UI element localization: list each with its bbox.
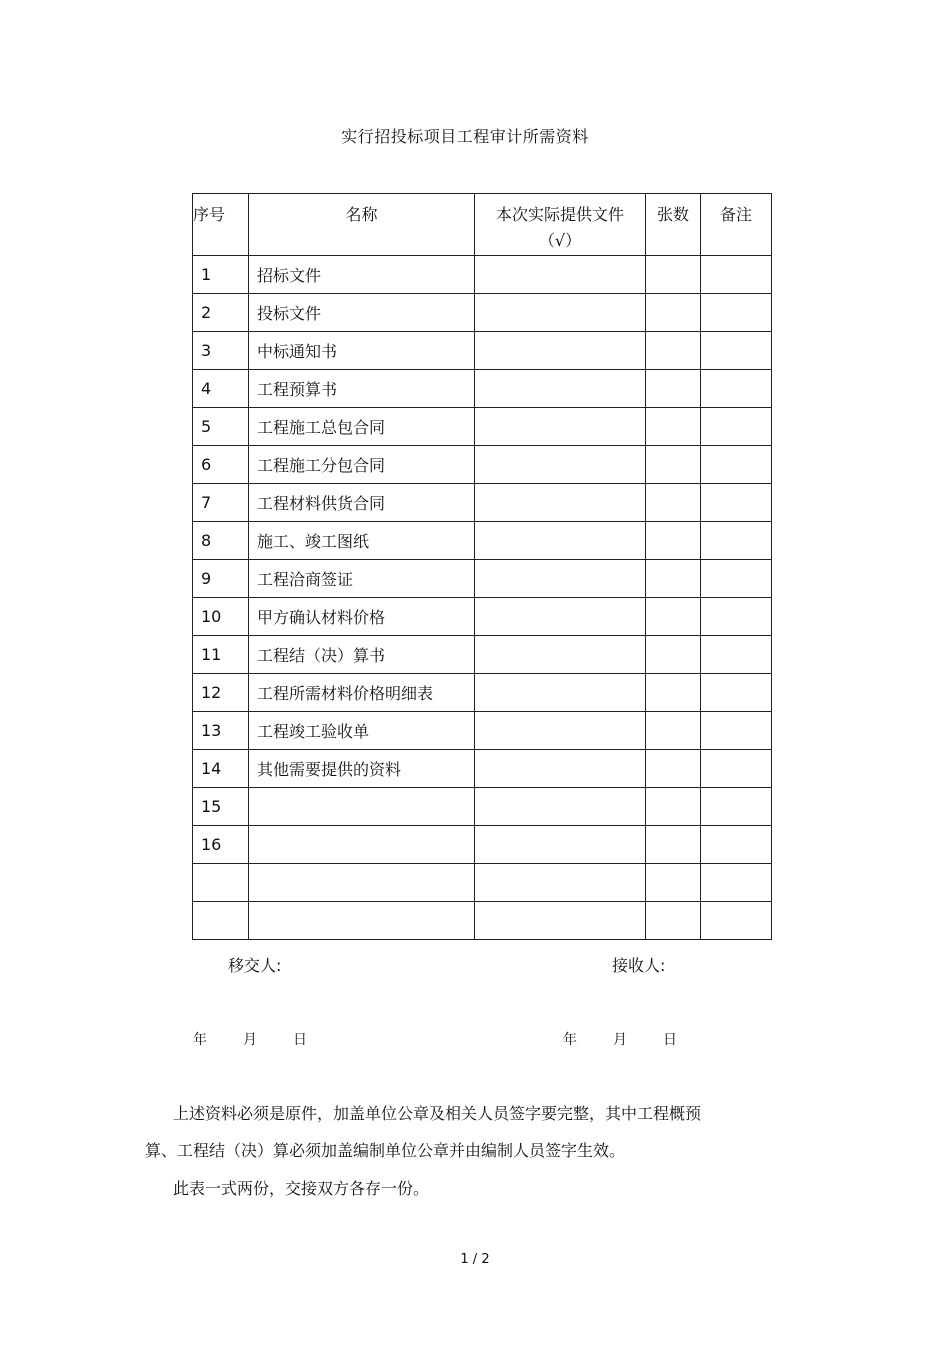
row-provided-cell xyxy=(475,598,646,636)
row-name xyxy=(249,864,475,902)
note-paragraph-2 xyxy=(145,1170,775,1207)
row-name: 工程结（决）算书 xyxy=(249,636,475,674)
row-note-cell xyxy=(701,864,772,902)
row-provided-cell xyxy=(475,332,646,370)
row-count-cell xyxy=(646,712,701,750)
header-seq: 序号 xyxy=(193,194,249,256)
row-note-cell xyxy=(701,332,772,370)
header-note: 备注 xyxy=(701,194,772,256)
row-seq: 13 xyxy=(193,712,249,750)
row-seq: 12 xyxy=(193,674,249,712)
row-seq: 3 xyxy=(193,332,249,370)
row-note-cell xyxy=(701,750,772,788)
row-name: 工程预算书 xyxy=(249,370,475,408)
row-seq: 10 xyxy=(193,598,249,636)
row-note-cell xyxy=(701,370,772,408)
row-seq: 6 xyxy=(193,446,249,484)
row-name: 中标通知书 xyxy=(249,332,475,370)
row-name: 工程施工分包合同 xyxy=(249,446,475,484)
header-name: 名称 xyxy=(249,194,475,256)
row-note-cell xyxy=(701,560,772,598)
row-name xyxy=(249,826,475,864)
table-row xyxy=(193,902,772,940)
table-row xyxy=(193,636,772,674)
row-name: 招标文件 xyxy=(249,256,475,294)
row-count-cell xyxy=(646,674,701,712)
row-name: 甲方确认材料价格 xyxy=(249,598,475,636)
date-year-label: 年 xyxy=(563,1032,577,1048)
row-seq: 15 xyxy=(193,788,249,826)
row-provided-cell xyxy=(475,370,646,408)
row-provided-cell xyxy=(475,294,646,332)
row-name: 工程所需材料价格明细表 xyxy=(249,674,475,712)
row-count-cell xyxy=(646,902,701,940)
document-title: 实行招投标项目工程审计所需资料 xyxy=(341,127,589,146)
table-row xyxy=(193,408,772,446)
table-row xyxy=(193,674,772,712)
row-note-cell xyxy=(701,446,772,484)
note-paragraph-2-line: 此表一式两份，交接双方各存一份。 xyxy=(173,1179,430,1198)
table-row xyxy=(193,294,772,332)
row-count-cell xyxy=(646,446,701,484)
row-provided-cell xyxy=(475,560,646,598)
row-count-cell xyxy=(646,294,701,332)
table-header-row xyxy=(193,194,772,256)
row-seq: 8 xyxy=(193,522,249,560)
table-row xyxy=(193,484,772,522)
row-count-cell xyxy=(646,826,701,864)
row-note-cell xyxy=(701,598,772,636)
row-name: 工程材料供货合同 xyxy=(249,484,475,522)
row-provided-cell xyxy=(475,446,646,484)
table-row xyxy=(193,446,772,484)
note-paragraph-1-line2: 算、工程结（决）算必须加盖编制单位公章并由编制人员签字生效。 xyxy=(145,1141,626,1160)
row-provided-cell xyxy=(475,408,646,446)
row-count-cell xyxy=(646,256,701,294)
row-note-cell xyxy=(701,674,772,712)
row-provided-cell xyxy=(475,674,646,712)
receiver-date xyxy=(563,1029,677,1049)
row-provided-cell xyxy=(475,484,646,522)
row-note-cell xyxy=(701,826,772,864)
row-count-cell xyxy=(646,522,701,560)
row-name: 投标文件 xyxy=(249,294,475,332)
materials-table xyxy=(192,193,772,940)
row-note-cell xyxy=(701,636,772,674)
row-seq xyxy=(193,864,249,902)
row-seq: 16 xyxy=(193,826,249,864)
row-count-cell xyxy=(646,370,701,408)
note-paragraph-1 xyxy=(145,1095,775,1169)
row-name: 其他需要提供的资料 xyxy=(249,750,475,788)
date-month-label: 月 xyxy=(243,1032,257,1048)
row-provided-cell xyxy=(475,788,646,826)
row-name: 工程施工总包合同 xyxy=(249,408,475,446)
table-row xyxy=(193,750,772,788)
table-row xyxy=(193,370,772,408)
header-count: 张数 xyxy=(646,194,701,256)
table-row xyxy=(193,560,772,598)
receiver-label: 接收人: xyxy=(612,956,666,975)
header-provided-files-line1: 本次实际提供文件 xyxy=(495,205,624,224)
row-count-cell xyxy=(646,332,701,370)
table-row xyxy=(193,522,772,560)
table-row xyxy=(193,712,772,750)
row-count-cell xyxy=(646,560,701,598)
table-row xyxy=(193,256,772,294)
row-provided-cell xyxy=(475,902,646,940)
table-row xyxy=(193,788,772,826)
row-seq: 9 xyxy=(193,560,249,598)
header-provided-files xyxy=(475,194,646,256)
row-count-cell xyxy=(646,408,701,446)
row-seq: 7 xyxy=(193,484,249,522)
row-provided-cell xyxy=(475,712,646,750)
row-provided-cell xyxy=(475,522,646,560)
table-row xyxy=(193,332,772,370)
row-seq xyxy=(193,902,249,940)
row-name: 工程洽商签证 xyxy=(249,560,475,598)
row-count-cell xyxy=(646,484,701,522)
table-row xyxy=(193,864,772,902)
row-note-cell xyxy=(701,256,772,294)
row-name xyxy=(249,902,475,940)
header-provided-files-line2: （√） xyxy=(538,231,582,250)
row-seq: 11 xyxy=(193,636,249,674)
date-year-label: 年 xyxy=(193,1032,207,1048)
transferor-label: 移交人: xyxy=(228,956,282,975)
row-seq: 1 xyxy=(193,256,249,294)
row-note-cell xyxy=(701,408,772,446)
row-provided-cell xyxy=(475,750,646,788)
row-name: 施工、竣工图纸 xyxy=(249,522,475,560)
row-note-cell xyxy=(701,484,772,522)
row-note-cell xyxy=(701,294,772,332)
row-provided-cell xyxy=(475,256,646,294)
note-paragraph-1-line1: 上述资料必须是原件，加盖单位公章及相关人员签字要完整，其中工程概预 xyxy=(173,1104,702,1123)
row-seq: 2 xyxy=(193,294,249,332)
table-row xyxy=(193,826,772,864)
row-count-cell xyxy=(646,636,701,674)
row-note-cell xyxy=(701,902,772,940)
table-row xyxy=(193,598,772,636)
page-number: 1 / 2 xyxy=(460,1252,490,1267)
row-provided-cell xyxy=(475,636,646,674)
date-day-label: 日 xyxy=(663,1032,677,1048)
row-count-cell xyxy=(646,750,701,788)
row-count-cell xyxy=(646,864,701,902)
row-seq: 5 xyxy=(193,408,249,446)
date-month-label: 月 xyxy=(613,1032,627,1048)
row-note-cell xyxy=(701,522,772,560)
row-note-cell xyxy=(701,712,772,750)
row-provided-cell xyxy=(475,826,646,864)
row-count-cell xyxy=(646,598,701,636)
row-seq: 4 xyxy=(193,370,249,408)
transferor-date xyxy=(193,1029,307,1049)
row-name xyxy=(249,788,475,826)
row-provided-cell xyxy=(475,864,646,902)
row-seq: 14 xyxy=(193,750,249,788)
row-note-cell xyxy=(701,788,772,826)
date-day-label: 日 xyxy=(293,1032,307,1048)
row-count-cell xyxy=(646,788,701,826)
row-name: 工程竣工验收单 xyxy=(249,712,475,750)
